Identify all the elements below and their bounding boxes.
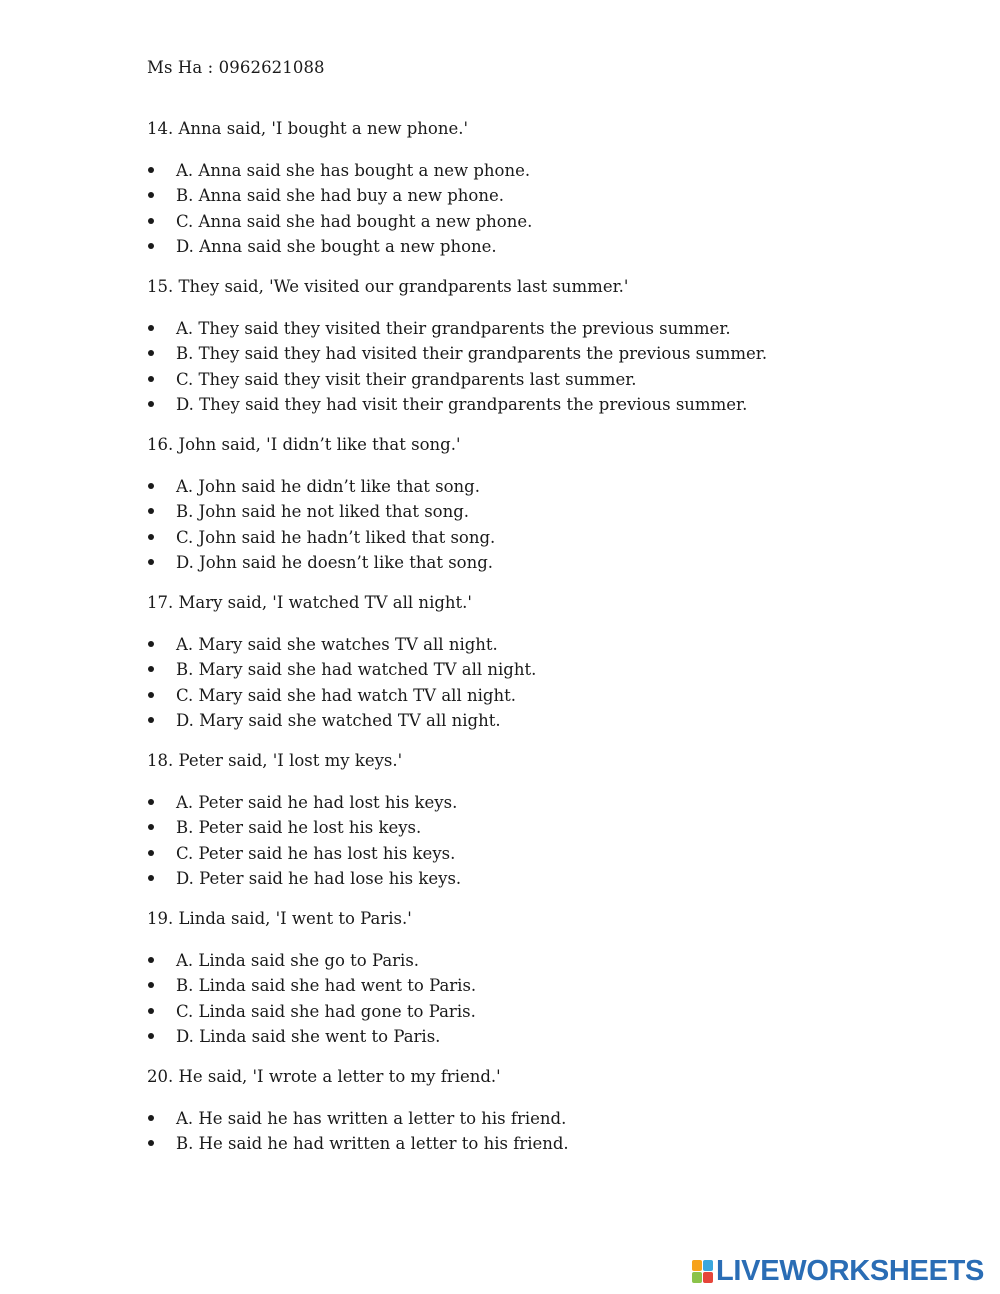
question-prompt: 15. They said, 'We visited our grandparents last summer.' xyxy=(147,277,629,296)
option-item[interactable] xyxy=(147,392,867,417)
question-prompt: 17. Mary said, 'I watched TV all night.' xyxy=(147,593,472,612)
option-item[interactable] xyxy=(147,316,867,341)
bullet-icon xyxy=(148,824,154,830)
bullet-icon xyxy=(148,350,154,356)
option-label: D. Linda said she went to Paris. xyxy=(176,1026,441,1046)
bullet-icon xyxy=(148,717,154,723)
option-label: A. Anna said she has bought a new phone. xyxy=(176,161,531,180)
option-label: C. Linda said she had gone to Paris. xyxy=(176,1001,476,1021)
worksheet xyxy=(147,116,867,1222)
bullet-icon xyxy=(148,534,154,540)
question-prompt: 18. Peter said, 'I lost my keys.' xyxy=(147,751,403,770)
bullet-icon xyxy=(148,666,154,672)
bullet-icon xyxy=(148,875,154,881)
question-17 xyxy=(147,590,867,748)
option-item[interactable] xyxy=(147,341,867,366)
option-item[interactable] xyxy=(147,158,867,183)
option-label: B. Linda said she had went to Paris. xyxy=(176,976,477,996)
question-18 xyxy=(147,748,867,906)
bullet-icon xyxy=(148,692,154,698)
bullet-icon xyxy=(148,218,154,224)
option-label: C. Mary said she had watch TV all night. xyxy=(176,685,516,705)
option-label: B. Anna said she had buy a new phone. xyxy=(176,186,504,206)
option-list xyxy=(147,632,867,733)
option-list xyxy=(147,948,867,1049)
bullet-icon xyxy=(148,401,154,407)
option-item[interactable] xyxy=(147,367,867,392)
bullet-icon xyxy=(148,167,154,173)
option-label: A. He said he has written a letter to his friend. xyxy=(176,1109,567,1128)
bullet-icon xyxy=(148,957,154,963)
bullet-icon xyxy=(148,799,154,805)
option-label: C. Peter said he has lost his keys. xyxy=(176,843,456,863)
bullet-icon xyxy=(148,243,154,249)
option-item[interactable] xyxy=(147,1131,867,1156)
bullet-icon xyxy=(148,376,154,382)
option-item[interactable] xyxy=(147,1106,867,1131)
question-16 xyxy=(147,432,867,590)
question-20 xyxy=(147,1064,867,1222)
option-label: C. John said he hadn’t liked that song. xyxy=(176,527,496,547)
bullet-icon xyxy=(148,1033,154,1039)
option-item[interactable] xyxy=(147,499,867,524)
option-list xyxy=(147,474,867,575)
header-contact: Ms Ha : 0962621088 xyxy=(147,58,325,77)
bullet-icon xyxy=(148,641,154,647)
option-list xyxy=(147,790,867,891)
option-label: A. They said they visited their grandparents the previous summer. xyxy=(176,319,731,338)
bullet-icon xyxy=(148,1008,154,1014)
liveworksheets-logo[interactable] xyxy=(692,1254,984,1288)
option-item[interactable] xyxy=(147,708,867,733)
bullet-icon xyxy=(148,850,154,856)
option-item[interactable] xyxy=(147,815,867,840)
option-item[interactable] xyxy=(147,683,867,708)
option-list xyxy=(147,1106,867,1157)
option-label: D. John said he doesn’t like that song. xyxy=(176,552,494,572)
option-list xyxy=(147,316,867,417)
option-label: A. John said he didn’t like that song. xyxy=(176,477,480,496)
question-prompt: 16. John said, 'I didn’t like that song.' xyxy=(147,435,461,454)
option-label: B. Mary said she had watched TV all night. xyxy=(176,660,537,680)
option-label: C. They said they visit their grandparents last summer. xyxy=(176,369,637,389)
option-label: B. They said they had visited their grandparents the previous summer. xyxy=(176,344,768,364)
bullet-icon xyxy=(148,508,154,514)
option-label: A. Linda said she go to Paris. xyxy=(176,951,420,970)
option-label: D. Peter said he had lose his keys. xyxy=(176,868,462,888)
liveworksheets-logo-icon xyxy=(692,1260,713,1283)
option-item[interactable] xyxy=(147,790,867,815)
bullet-icon xyxy=(148,192,154,198)
option-item[interactable] xyxy=(147,209,867,234)
question-15 xyxy=(147,274,867,432)
option-item[interactable] xyxy=(147,866,867,891)
option-item[interactable] xyxy=(147,234,867,259)
option-item[interactable] xyxy=(147,550,867,575)
question-19 xyxy=(147,906,867,1064)
option-label: D. They said they had visit their grandparents the previous summer. xyxy=(176,394,748,414)
option-label: B. He said he had written a letter to his friend. xyxy=(176,1134,569,1154)
option-label: D. Mary said she watched TV all night. xyxy=(176,710,501,730)
option-item[interactable] xyxy=(147,474,867,499)
option-list xyxy=(147,158,867,259)
option-label: C. Anna said she had bought a new phone. xyxy=(176,211,533,231)
brand-name: LIVEWORKSHEETS xyxy=(716,1255,985,1287)
option-item[interactable] xyxy=(147,948,867,973)
option-label: D. Anna said she bought a new phone. xyxy=(176,236,497,256)
bullet-icon xyxy=(148,982,154,988)
question-14 xyxy=(147,116,867,274)
option-item[interactable] xyxy=(147,183,867,208)
option-label: B. John said he not liked that song. xyxy=(176,502,470,522)
option-item[interactable] xyxy=(147,999,867,1024)
question-prompt: 20. He said, 'I wrote a letter to my friend.' xyxy=(147,1067,501,1086)
bullet-icon xyxy=(148,325,154,331)
option-item[interactable] xyxy=(147,632,867,657)
option-item[interactable] xyxy=(147,657,867,682)
option-label: A. Peter said he had lost his keys. xyxy=(176,793,458,812)
bullet-icon xyxy=(148,483,154,489)
bullet-icon xyxy=(148,1115,154,1121)
option-label: A. Mary said she watches TV all night. xyxy=(176,635,498,654)
bullet-icon xyxy=(148,1140,154,1146)
option-item[interactable] xyxy=(147,1024,867,1049)
option-item[interactable] xyxy=(147,841,867,866)
bullet-icon xyxy=(148,559,154,565)
option-label: B. Peter said he lost his keys. xyxy=(176,818,422,838)
question-prompt: 19. Linda said, 'I went to Paris.' xyxy=(147,909,412,928)
option-item[interactable] xyxy=(147,973,867,998)
option-item[interactable] xyxy=(147,525,867,550)
question-prompt: 14. Anna said, 'I bought a new phone.' xyxy=(147,119,468,138)
